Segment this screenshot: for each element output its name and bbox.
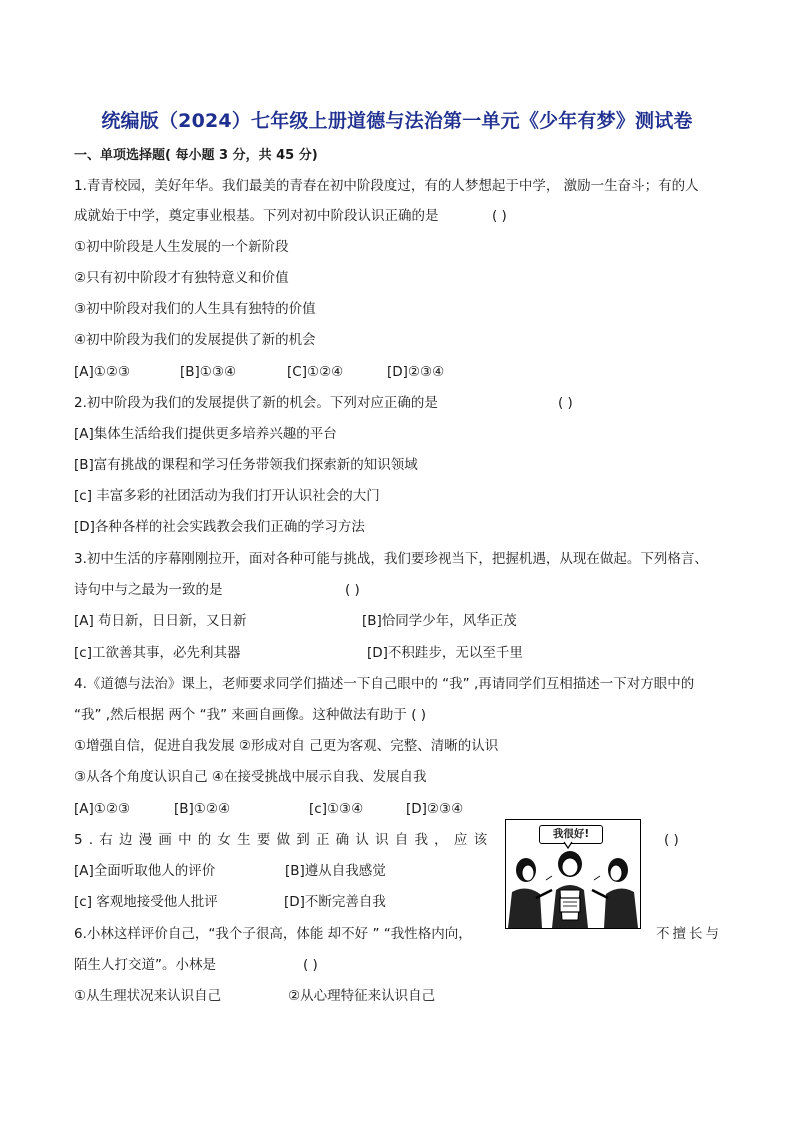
q1-answer-bracket: ( ) <box>492 208 507 224</box>
q4-option-c: [c]①③④ <box>309 801 364 817</box>
q3-option-b: [B]恰同学少年，风华正茂 <box>362 613 517 629</box>
q3-option-c: [c]工欲善其事，必先利其器 <box>74 645 241 661</box>
q5-option-a: [A]全面听取他人的评价 <box>74 863 216 879</box>
q5-stem: 5.右边漫画中的女生要做到正确认识自我，应该 <box>74 832 494 848</box>
cartoon-figures-icon <box>506 820 640 928</box>
q3-stem-line1: 3.初中生活的序幕刚刚拉开，面对各种可能与挑战，我们要珍视当下，把握机遇，从现在做起。下列格言、 <box>74 551 708 567</box>
q1-item: ②只有初中阶段才有独特意义和价值 <box>74 270 289 286</box>
q3-option-d: [D]不积跬步，无以至千里 <box>367 645 523 661</box>
q5-option-d: [D]不断完善自我 <box>284 894 386 910</box>
q2-stem: 2.初中阶段为我们的发展提供了新的机会。下列对应正确的是 <box>74 395 438 411</box>
q2-option-a: [A]集体生活给我们提供更多培养兴趣的平台 <box>74 426 337 442</box>
q3-stem-line2: 诗句中与之最为一致的是 <box>74 582 223 598</box>
q2-option-b: [B]富有挑战的课程和学习任务带领我们探索新的知识领域 <box>74 457 418 473</box>
q4-option-d: [D]②③④ <box>406 801 464 817</box>
speech-bubble: 我很好! <box>539 825 603 844</box>
q6-stem-line1: 6.小林这样评价自己，“我个子很高，体能 却不好 ” “我性格内向， <box>74 926 472 942</box>
q3-option-a: [A] 苟日新，日日新，又日新 <box>74 613 247 629</box>
q2-option-d: [D]各种各样的社会实践教会我们正确的学习方法 <box>74 519 365 535</box>
q4-stem-line2: “我” ,然后根据 两个 “我” 来画自画像。这种做法有助于 ( ) <box>74 707 427 723</box>
q6-stem-line1-end: 不擅长与 <box>656 926 722 942</box>
q1-stem-line1: 1.青青校园，美好年华。我们最美的青春在初中阶段度过，有的人梦想起于中学， 激励一生奋斗；有的人 <box>74 178 699 194</box>
q6-item: ①从生理状况来认识自己 <box>74 988 222 1004</box>
q1-stem-line2: 成就始于中学，奠定事业根基。下列对初中阶段认识正确的是 <box>74 208 439 224</box>
q4-item-row: ③从各个角度认识自己 ④在接受挑战中展示自我、发展自我 <box>74 769 427 785</box>
q1-item: ①初中阶段是人生发展的一个新阶段 <box>74 239 289 255</box>
q6-item: ②从心理特征来认识自己 <box>288 988 436 1004</box>
q5-option-c: [c] 客观地接受他人批评 <box>74 894 218 910</box>
q6-answer-bracket: ( ) <box>303 957 318 973</box>
q1-item: ③初中阶段对我们的人生具有独特的价值 <box>74 301 316 317</box>
q1-option-a: [A]①②③ <box>74 364 131 380</box>
q1-option-b: [B]①③④ <box>180 364 237 380</box>
q4-option-b: [B]①②④ <box>174 801 231 817</box>
q5-answer-bracket: ( ) <box>664 832 679 848</box>
q4-item-row: ①增强自信，促进自我发展 ②形成对自 己更为客观、完整、清晰的认识 <box>74 738 499 754</box>
q2-answer-bracket: ( ) <box>558 395 573 411</box>
q4-stem-line1: 4.《道德与法治》课上，老师要求同学们描述一下自己眼中的 “我” ,再请同学们互相描述一下对方眼中的 <box>74 676 695 692</box>
q1-item: ④初中阶段为我们的发展提供了新的机会 <box>74 332 316 348</box>
q2-option-c: [c] 丰富多彩的社团活动为我们打开认识社会的大门 <box>74 488 380 504</box>
cartoon-image <box>505 819 641 929</box>
page-title: 统编版（2024）七年级上册道德与法治第一单元《少年有梦》测试卷 <box>101 110 693 132</box>
q1-option-d: [D]②③④ <box>387 364 445 380</box>
q6-stem-line2: 陌生人打交道”。小林是 <box>74 957 216 973</box>
q5-option-b: [B]遵从自我感觉 <box>285 863 386 879</box>
section-heading: 一、单项选择题( 每小题 3 分，共 45 分) <box>74 148 318 163</box>
q4-option-a: [A]①②③ <box>74 801 131 817</box>
q3-answer-bracket: ( ) <box>345 582 360 598</box>
q1-option-c: [C]①②④ <box>287 364 344 380</box>
